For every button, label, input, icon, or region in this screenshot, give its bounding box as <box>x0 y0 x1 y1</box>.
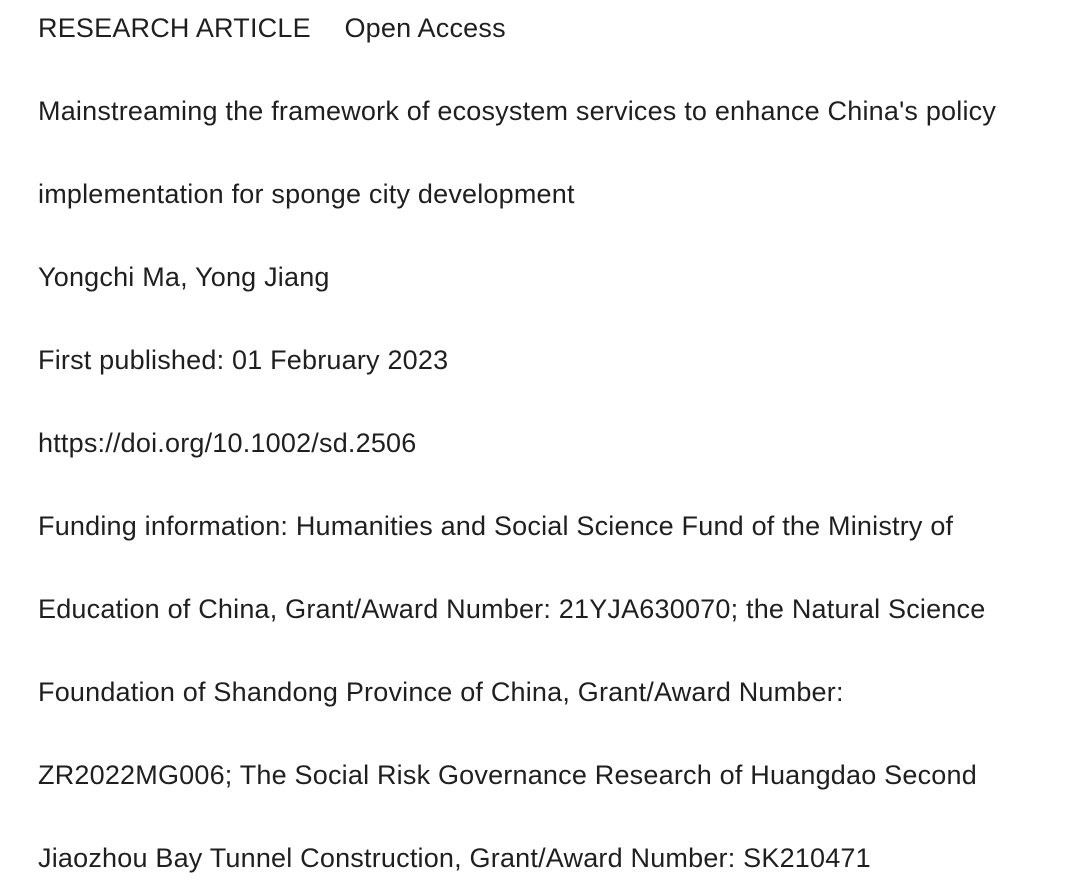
kicker-row <box>38 0 1089 70</box>
funding-line-2: Education of China, Grant/Award Number: 21YJA630070; the Natural Science <box>38 594 986 624</box>
doi-link: https://doi.org/10.1002/sd.2506 <box>38 428 417 458</box>
funding-line-5: Jiaozhou Bay Tunnel Construction, Grant/Award Number: SK210471 <box>38 843 871 873</box>
funding-line-4: ZR2022MG006; The Social Risk Governance Research of Huangdao Second <box>38 760 977 790</box>
section-label: RESEARCH ARTICLE <box>38 13 311 43</box>
article-title-line-1: Mainstreaming the framework of ecosystem services to enhance China's policy <box>38 96 997 126</box>
article-title-line-2: implementation for sponge city development <box>38 179 575 209</box>
funding-line-1: Funding information: Humanities and Social Science Fund of the Ministry of <box>38 511 954 541</box>
first-published-line: First published: 01 February 2023 <box>38 345 449 375</box>
open-access-label: Open Access <box>344 13 506 43</box>
funding-line-3: Foundation of Shandong Province of China, Grant/Award Number: <box>38 677 844 707</box>
authors-line: Yongchi Ma, Yong Jiang <box>38 262 330 292</box>
